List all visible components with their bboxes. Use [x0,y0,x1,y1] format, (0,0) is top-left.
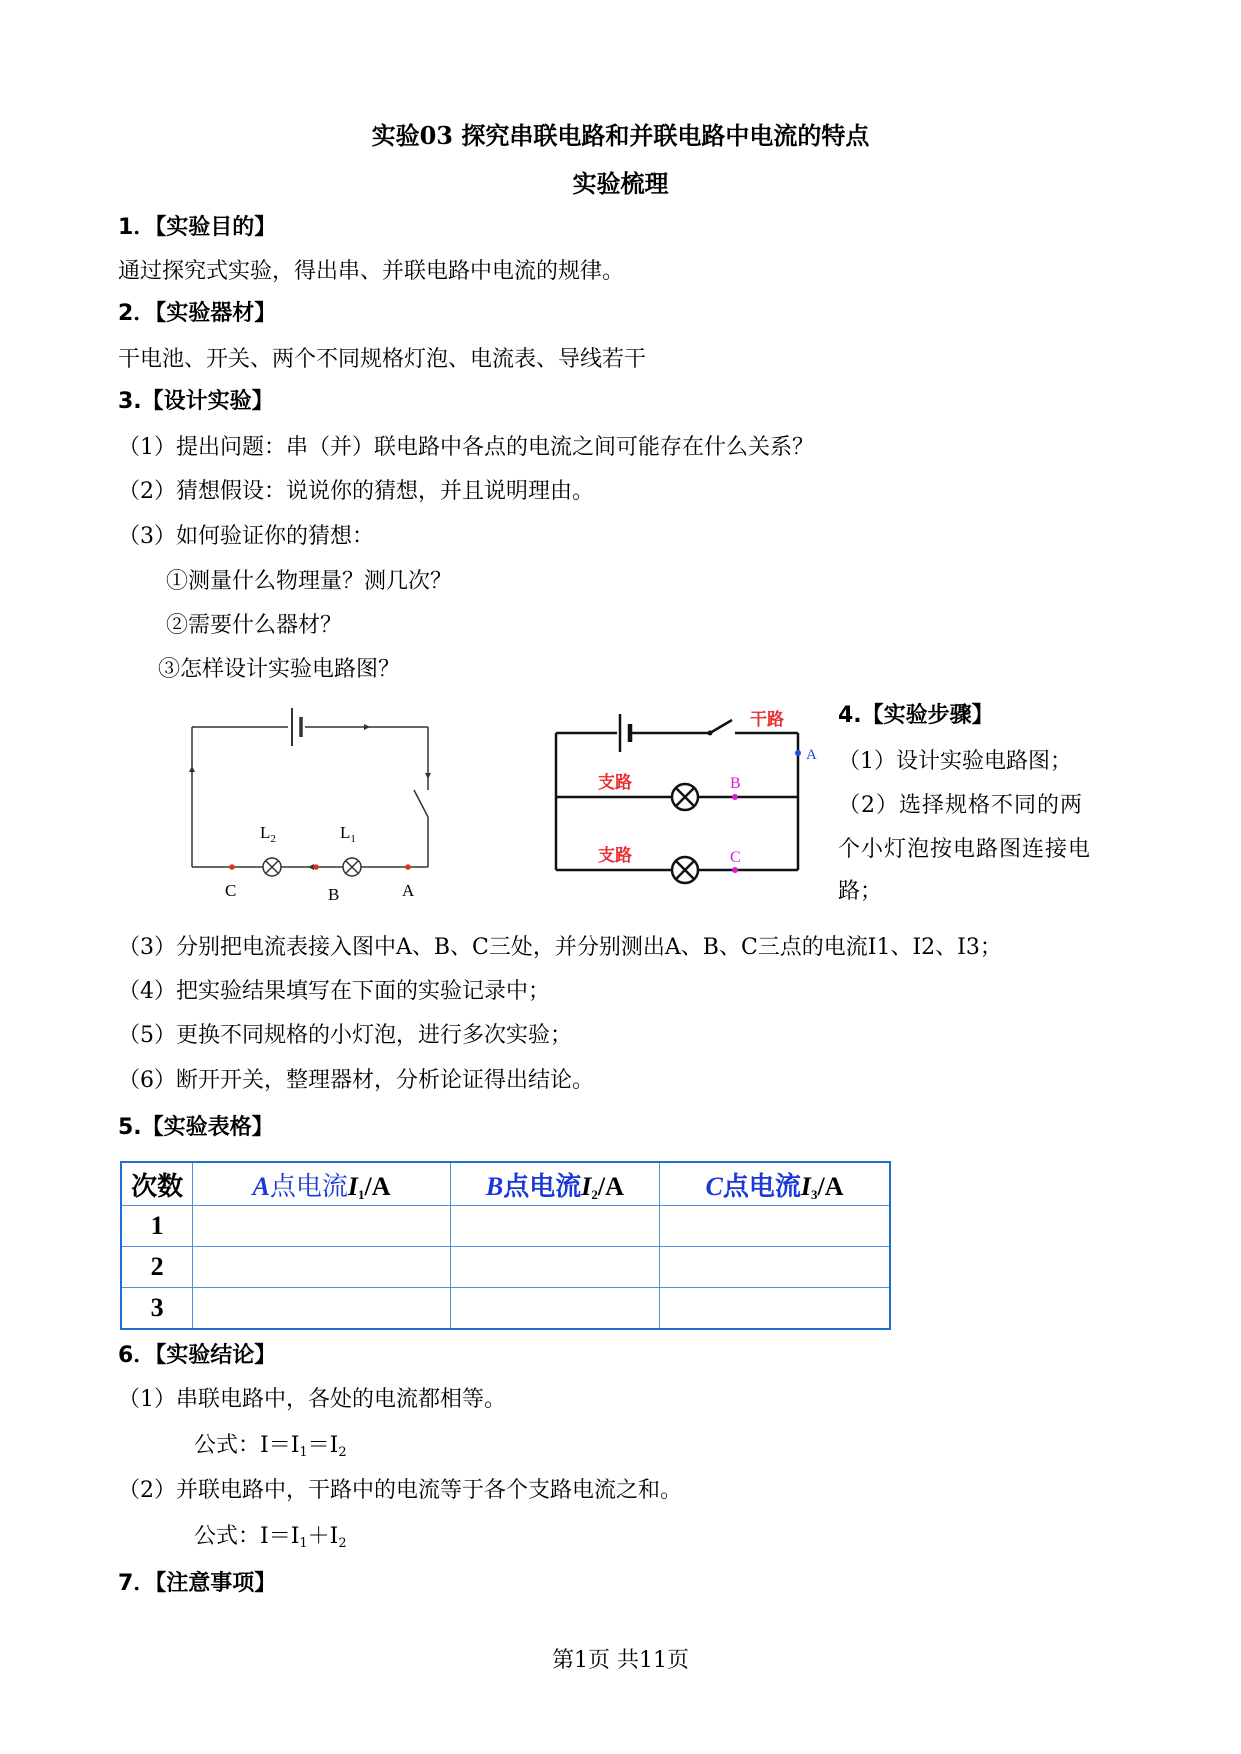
formula-parallel: 公式：$I=I_1+I_2$ [194,1524,347,1551]
table-cell[interactable] [450,1288,659,1330]
table-cell[interactable] [660,1288,890,1330]
section-4-heading: 4.【实验步骤】 [838,703,994,728]
section-3-subitem: ①测量什么物理量？测几次？ [166,569,453,594]
point-c-dot [732,867,738,873]
table-row [121,1247,890,1288]
point-b-dot [732,794,738,800]
section-3-subitem: ③怎样设计实验电路图？ [158,657,401,682]
section-7-heading: 7．【注意事项】 [118,1571,277,1596]
section-4-side-text: 路； [838,879,883,904]
section-4-item: （4）把实验结果填写在下面的实验记录中； [118,979,550,1004]
table-header-count: 次数 [121,1162,193,1206]
point-b-label: B [328,885,340,904]
branch-label-2: 支路 [598,846,632,865]
point-c-dot [229,864,235,870]
section-2-heading: 2．【实验器材】 [118,301,277,326]
lamp-l1-label: $L_1$ [340,823,356,845]
point-c-label: C [730,849,741,866]
row-number: 1 [121,1206,193,1247]
section-6-item: （2）并联电路中，干路中的电流等于各个支路电流之和。 [118,1478,682,1503]
section-4-side-text: 个小灯泡按电路图连接电 [838,837,1092,862]
section-6-item: （1）串联电路中，各处的电流都相等。 [118,1387,506,1412]
section-4-item: （5）更换不同规格的小灯泡，进行多次实验； [118,1023,572,1048]
point-b-label: B [730,775,741,792]
section-3-subitem: ②需要什么器材？ [166,613,343,638]
table-cell[interactable] [193,1288,450,1330]
lamp-l2-label: $L_2$ [260,823,276,845]
section-4-item: （6）断开开关，整理器材，分析论证得出结论。 [118,1068,594,1093]
series-circuit-diagram [180,690,460,910]
current-arrow [425,773,431,779]
current-arrow [364,724,370,730]
current-arrow [308,864,314,870]
table-header-row [121,1162,890,1206]
table-cell[interactable] [450,1247,659,1288]
parallel-circuit-diagram [550,700,830,890]
main-line-label: 干路 [750,710,784,729]
record-table [120,1161,891,1330]
table-header-a: A点电流$I_1/A$ [193,1162,450,1206]
table-cell[interactable] [193,1247,450,1288]
table-cell[interactable] [450,1206,659,1247]
table-cell[interactable] [660,1247,890,1288]
row-number: 2 [121,1247,193,1288]
page-footer: 第1页 共11页 [552,1648,689,1673]
section-6-heading: 6．【实验结论】 [118,1343,277,1368]
point-a-dot [795,750,801,756]
page-subtitle: 实验梳理 [572,169,669,198]
section-4-side-text: （2）选择规格不同的两 [838,793,1083,818]
section-1-heading: 1．【实验目的】 [118,215,277,240]
section-4-side-text: （1）设计实验电路图； [838,749,1072,774]
switch-lever [414,790,428,817]
section-3-item: （2）猜想假设：说说你的猜想，并且说明理由。 [118,479,594,504]
row-number: 3 [121,1288,193,1330]
table-row [121,1288,890,1330]
section-3-item: （3）如何验证你的猜想： [118,524,374,549]
section-1-text: 通过探究式实验，得出串、并联电路中电流的规律。 [118,259,625,284]
section-3-item: （1）提出问题：串（并）联电路中各点的电流之间可能存在什么关系？ [118,435,814,460]
section-2-text: 干电池、开关、两个不同规格灯泡、电流表、导线若干 [118,347,647,372]
point-a-label: A [806,747,817,763]
table-cell[interactable] [660,1206,890,1247]
table-header-c: C点电流$I_3/A$ [660,1162,890,1206]
main-switch-lever [710,720,732,733]
point-c-label: C [225,881,237,900]
section-3-heading: 3.【设计实验】 [118,389,274,414]
point-b-dot [313,864,319,870]
table-row [121,1206,890,1247]
point-a-dot [405,864,411,870]
current-arrow [189,766,195,772]
table-cell[interactable] [193,1206,450,1247]
page-title: 实验03 探究串联电路和并联电路中电流的特点 [371,121,870,150]
section-5-heading: 5.【实验表格】 [118,1115,274,1140]
branch-label-1: 支路 [598,773,632,792]
section-4-item: （3）分别把电流表接入图中A、B、C三处，并分别测出A、B、C三点的电流I1、I2、I3； [118,935,1002,960]
point-a-label: A [402,881,415,900]
formula-series: 公式：$I=I_1=I_2$ [194,1433,347,1460]
table-header-b: B点电流$I_2/A$ [450,1162,659,1206]
